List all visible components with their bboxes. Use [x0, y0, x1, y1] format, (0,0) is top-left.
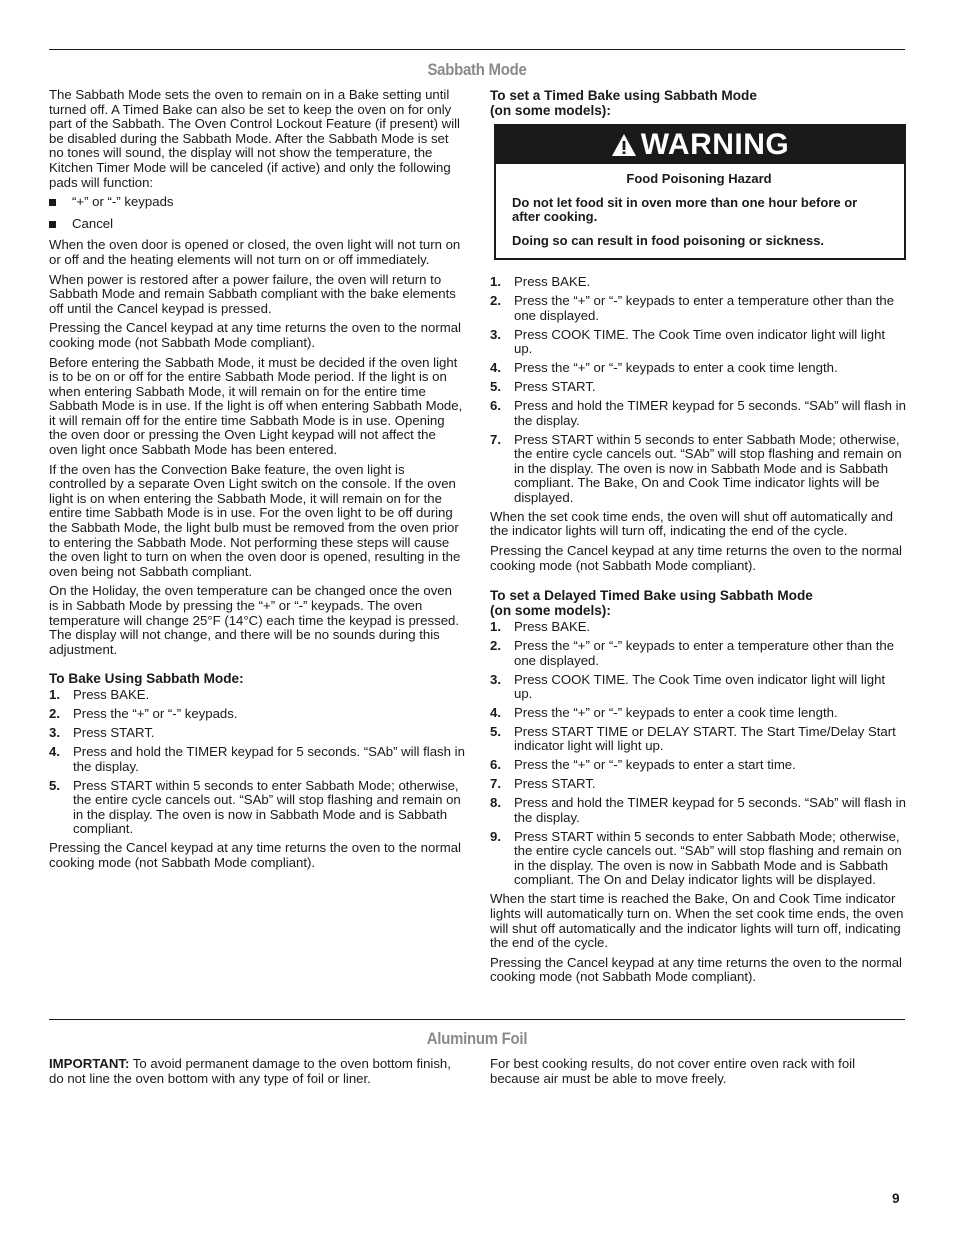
warning-line: Do not let food sit in oven more than one hour before or after cooking.: [512, 194, 858, 225]
sabbath-right-column: [490, 88, 906, 990]
warning-header: [496, 126, 904, 164]
convection-paragraph: If the oven has the Convection Bake feature, the oven light is controlled by a separate Oven Light switch on the console. If the oven light is on when entering the Sabbath Mode, it will remain on for the entire time Sabbath Mode is in use. For the oven light to be off during the Sabbath Mode, the light bulb must be removed from the oven prior to entering the Sabbath Mode. Not performing these steps will cause the oven light to turn on when the oven door is opened, resulting in the oven being not Sabbath compliant.: [49, 461, 461, 579]
list-item: 5. Press START within 5 seconds to enter Sabbath Mode; otherwise, the entire cycle cancels out. “SAb” will stop flashing and remain on in the display. The oven is now in Sabbath Mode and is Sabbath compliant.: [49, 777, 461, 837]
bake-sabbath-heading: To Bake Using Sabbath Mode:: [49, 671, 244, 687]
list-item: 6. Press and hold the TIMER keypad for 5 seconds. “SAb” will flash in the display.: [490, 398, 906, 428]
list-item: 8. Press and hold the TIMER keypad for 5 seconds. “SAb” will flash in the display.: [490, 795, 906, 825]
door-light-paragraph: When the oven door is opened or closed, the oven light will not turn on or off and the heating elements will not turn on or off immediately.: [49, 237, 461, 267]
bullet-square-icon: [49, 221, 56, 228]
list-item: 1. Press BAKE.: [49, 687, 150, 703]
foil-important-paragraph: IMPORTANT: To avoid permanent damage to the oven bottom finish, do not line the oven bottom with any type of foil or liner.: [49, 1056, 451, 1086]
list-item: 2. Press the “+” or “-” keypads to enter a temperature other than the one displayed.: [490, 638, 895, 668]
holiday-paragraph: On the Holiday, the oven temperature can be changed once the oven is in Sabbath Mode by pressing the “+” or “-” keypads. The oven temperature will change 25°F (14°C) each time the keypad is pressed. The display will not change, and there will be no sounds during this adjustment.: [49, 583, 460, 657]
power-failure-paragraph: When power is restored after a power failure, the oven will return to Sabbath Mode and remain Sabbath compliant with the bake elements off until the Cancel keypad is pressed.: [49, 271, 456, 316]
important-label: IMPORTANT:: [49, 1056, 130, 1071]
list-item: 7. Press START within 5 seconds to enter Sabbath Mode; otherwise, the entire cycle cancels out. “SAb” will stop flashing and remain on in the display. The oven is now in Sabbath Mode and is Sabbath compliant. The Bake, On and Cook Time indicator lights will be displayed.: [490, 431, 902, 505]
list-item: Cancel: [49, 217, 465, 232]
list-item: 2. Press the “+” or “-” keypads.: [49, 706, 238, 722]
list-item: 3. Press COOK TIME. The Cook Time oven indicator light will light up.: [490, 671, 886, 702]
bake-steps-list: [49, 688, 465, 837]
list-item: “+” or “-” keypads: [49, 195, 465, 210]
delayed-after-paragraph: When the start time is reached the Bake, On and Cook Time indicator lights will automatically turn on. When the set cook time ends, the oven will shut off automatically and the indicator lights will turn off, indicating the end of the cycle.: [490, 891, 904, 951]
list-item: 9. Press START within 5 seconds to enter Sabbath Mode; otherwise, the entire cycle cancels out. “SAb” will stop flashing and remain on in the display. The oven is now in Sabbath Mode and is Sabbath compliant. The On and Delay indicator lights will be displayed.: [490, 828, 902, 888]
list-item: 4. Press the “+” or “-” keypads to enter a cook time length.: [490, 360, 838, 376]
function-pads-list: [49, 195, 465, 231]
timed-after-paragraph: When the set cook time ends, the oven will shut off automatically and the indicator lights will turn off, indicating the end of the cycle.: [490, 508, 893, 539]
list-item: 7. Press START.: [490, 776, 596, 792]
delayed-cancel-paragraph: Pressing the Cancel keypad at any time returns the oven to the normal cooking mode (not Sabbath Mode compliant).: [490, 954, 902, 985]
aluminum-foil-title: Aluminum Foil: [426, 1029, 528, 1048]
warning-box: [494, 124, 906, 260]
oven-light-paragraph: Before entering the Sabbath Mode, it must be decided if the oven light is to be on or off for the entire Sabbath Mode period. If the light is on when entering Sabbath Mode, it will remain on for the entire time Sabbath Mode is in use. If the light is off when entering Sabbath Mode, it will remain off for the entire time Sabbath Mode is in use. Opening the oven door or pressing the Oven Light keypad will not affect the oven light once Sabbath Mode has been entered.: [49, 354, 463, 458]
list-item: 6. Press the “+” or “-” keypads to enter a start time.: [490, 757, 796, 773]
warning-word: WARNING: [640, 127, 790, 161]
warning-line: Doing so can result in food poisoning or sickness.: [512, 232, 825, 248]
warning-triangle-icon: [611, 133, 637, 157]
list-item: 4. Press and hold the TIMER keypad for 5 seconds. “SAb” will flash in the display.: [49, 744, 465, 774]
middle-rule: [49, 1019, 905, 1020]
delayed-bake-heading: To set a Delayed Timed Bake using Sabbath Mode (on some models):: [490, 588, 813, 619]
timed-cancel-paragraph: Pressing the Cancel keypad at any time returns the oven to the normal cooking mode (not Sabbath Mode compliant).: [490, 542, 902, 573]
page-number: 9: [892, 1191, 900, 1206]
delayed-steps-list: [490, 620, 906, 888]
list-item: 5. Press START TIME or DELAY START. The Start Time/Delay Start indicator light will light up.: [490, 723, 896, 754]
list-item: 2. Press the “+” or “-” keypads to enter a temperature other than the one displayed.: [490, 293, 895, 323]
list-item: 5. Press START.: [490, 379, 596, 395]
cancel-paragraph: Pressing the Cancel keypad at any time returns the oven to the normal cooking mode (not Sabbath Mode compliant).: [49, 320, 461, 350]
sabbath-mode-title: Sabbath Mode: [427, 60, 527, 79]
warning-body: [496, 164, 904, 258]
after-bake-paragraph: Pressing the Cancel keypad at any time returns the oven to the normal cooking mode (not Sabbath Mode compliant).: [49, 840, 461, 870]
list-item: 1. Press BAKE.: [490, 619, 591, 635]
list-item: 3. Press COOK TIME. The Cook Time oven indicator light will light up.: [490, 326, 886, 357]
bullet-square-icon: [49, 199, 56, 206]
top-rule: [49, 49, 905, 50]
timed-steps-list: [490, 275, 906, 505]
sabbath-left-column: [49, 88, 465, 875]
list-item: 1. Press BAKE.: [490, 274, 591, 290]
sabbath-intro: The Sabbath Mode sets the oven to remain on in a Bake setting until turned off. A Timed Bake can also be set to keep the oven on for only part of the Sabbath. The Oven Control Lockout Feature (if present) will be disabled during the Sabbath Mode. After the Sabbath Mode is set no tones will sound, the display will not show the temperature, the Kitchen Timer Mode will be canceled (if active) and only the following pads will function:: [49, 87, 460, 190]
list-item: 4. Press the “+” or “-” keypads to enter a cook time length.: [490, 705, 838, 720]
hazard-title: Food Poisoning Hazard: [626, 171, 772, 186]
foil-tip-paragraph: For best cooking results, do not cover entire oven rack with foil because air must be able to move freely.: [490, 1056, 856, 1086]
list-item: 3. Press START.: [49, 725, 155, 741]
timed-bake-heading: To set a Timed Bake using Sabbath Mode (on some models):: [490, 88, 757, 118]
